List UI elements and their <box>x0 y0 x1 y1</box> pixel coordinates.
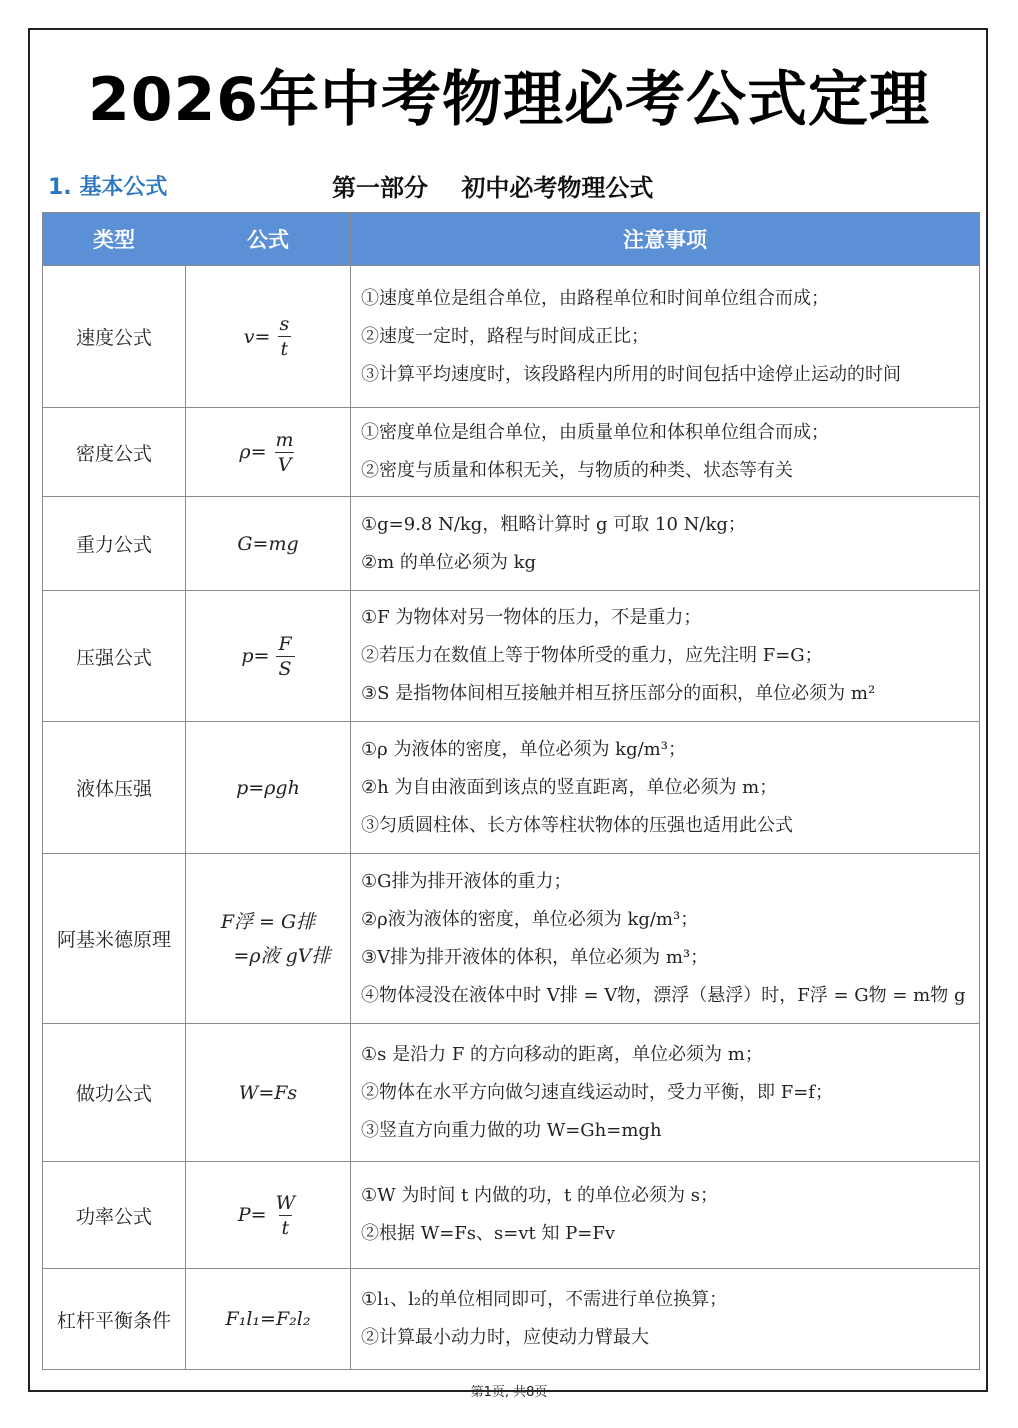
table-row <box>43 1269 980 1370</box>
part-title: 第一部分 初中必考物理公式 <box>332 174 654 202</box>
note-line: ①g=9.8 N/kg，粗略计算时 g 可取 10 N/kg； <box>361 513 746 535</box>
note-line: ③竖直方向重力做的功 W=Gh=mgh <box>361 1119 662 1141</box>
table-row <box>43 591 980 722</box>
fraction-numerator: m <box>275 428 294 451</box>
row-notes <box>351 854 980 1024</box>
table-row <box>43 1024 980 1162</box>
note-line: ①F 为物体对另一物体的压力，不是重力； <box>361 607 702 628</box>
row-type: 速度公式 <box>43 266 186 408</box>
page-title: 2026年中考物理必考公式定理 <box>88 65 930 135</box>
row-formula <box>186 1162 351 1269</box>
row-type: 重力公式 <box>43 497 186 591</box>
section-label: 1. 基本公式 <box>48 175 168 200</box>
formula-fraction <box>273 428 297 477</box>
row-type: 阿基米德原理 <box>43 854 186 1024</box>
formula-lhs: ρ= <box>239 441 267 463</box>
note-line: ①s 是沿力 F 的方向移动的距离，单位必须为 m； <box>361 1043 763 1065</box>
row-formula: F₁l₁=F₂l₂ <box>186 1269 351 1370</box>
row-type: 液体压强 <box>43 722 186 854</box>
table-row <box>43 408 980 497</box>
table-row <box>43 266 980 408</box>
row-formula <box>186 591 351 722</box>
note-line: ②计算最小动力时，应使动力臂最大 <box>361 1327 649 1348</box>
fraction-denominator: S <box>276 656 295 681</box>
formula-fraction <box>275 632 294 681</box>
note-line: ④物体浸没在液体中时 V排 = V物，漂浮（悬浮）时，F浮 = G物 = m物 g <box>361 984 966 1006</box>
note-line: ①W 为时间 t 内做的功，t 的单位必须为 s； <box>361 1185 718 1206</box>
row-formula <box>186 408 351 497</box>
note-line: ②ρ液为液体的密度，单位必须为 kg/m³； <box>361 908 699 930</box>
table-row <box>43 722 980 854</box>
note-line: ①速度单位是组合单位，由路程单位和时间单位组合而成； <box>361 287 829 309</box>
page-number: 第1页, 共8页 <box>470 1385 548 1400</box>
row-type: 密度公式 <box>43 408 186 497</box>
note-line: ②若压力在数值上等于物体所受的重力，应先注明 F=G； <box>361 645 823 666</box>
formula-line: =ρ液 gV排 <box>233 944 331 967</box>
fraction-denominator: V <box>275 452 295 477</box>
formula-fraction <box>273 1191 299 1240</box>
row-type: 杠杆平衡条件 <box>43 1269 186 1370</box>
fraction-denominator: t <box>278 336 292 361</box>
table-row <box>43 854 980 1024</box>
fraction-denominator: t <box>279 1215 293 1240</box>
row-formula: W=Fs <box>186 1024 351 1162</box>
formula-line: F浮 = G排 <box>220 910 316 933</box>
note-line: ①G排为排开液体的重力； <box>361 870 572 892</box>
note-line: ①ρ 为液体的密度，单位必须为 kg/m³； <box>361 738 686 760</box>
note-line: ②密度与质量和体积无关，与物质的种类、状态等有关 <box>361 460 793 481</box>
note-line: ②速度一定时，路程与时间成正比； <box>361 325 649 347</box>
header-notes: 注意事项 <box>351 213 980 266</box>
note-line: ③计算平均速度时，该段路程内所用的时间包括中途停止运动的时间 <box>361 363 901 385</box>
note-line: ①l₁、l₂的单位相同即可，不需进行单位换算； <box>361 1289 728 1310</box>
formula-lhs: p= <box>241 645 270 667</box>
header-formula: 公式 <box>186 213 351 266</box>
fraction-numerator: W <box>275 1191 296 1214</box>
row-notes <box>351 1269 980 1370</box>
table-row <box>43 497 980 591</box>
note-line: ②h 为自由液面到该点的竖直距离，单位必须为 m； <box>361 776 778 798</box>
formula-lhs: v= <box>243 325 271 348</box>
table-row <box>43 1162 980 1269</box>
note-line: ③V排为排开液体的体积，单位必须为 m³； <box>361 946 709 968</box>
fraction-numerator: s <box>279 313 290 335</box>
row-type: 做功公式 <box>43 1024 186 1162</box>
fraction-numerator: F <box>278 632 292 655</box>
row-notes <box>351 266 980 408</box>
row-notes <box>351 722 980 854</box>
note-line: ②m 的单位必须为 kg <box>361 551 537 573</box>
row-notes <box>351 1162 980 1269</box>
formula-fraction <box>276 312 292 361</box>
note-line: ③匀质圆柱体、长方体等柱状物体的压强也适用此公式 <box>361 814 793 836</box>
row-formula <box>186 266 351 408</box>
note-line: ③S 是指物体间相互接触并相互挤压部分的面积，单位必须为 m² <box>361 683 876 704</box>
note-line: ②根据 W=Fs、s=vt 知 P=Fv <box>361 1223 616 1244</box>
formula-table <box>42 212 980 1370</box>
note-line: ②物体在水平方向做匀速直线运动时，受力平衡，即 F=f； <box>361 1081 833 1103</box>
note-line: ①密度单位是组合单位，由质量单位和体积单位组合而成； <box>361 422 829 443</box>
row-notes <box>351 408 980 497</box>
table-header-row <box>43 213 980 266</box>
row-formula: p=ρgh <box>186 722 351 854</box>
row-notes <box>351 497 980 591</box>
row-type: 功率公式 <box>43 1162 186 1269</box>
row-notes <box>351 591 980 722</box>
row-type: 压强公式 <box>43 591 186 722</box>
header-type: 类型 <box>43 213 186 266</box>
row-notes <box>351 1024 980 1162</box>
formula-lhs: P= <box>237 1204 267 1226</box>
row-formula <box>186 854 351 1024</box>
row-formula: G=mg <box>186 497 351 591</box>
